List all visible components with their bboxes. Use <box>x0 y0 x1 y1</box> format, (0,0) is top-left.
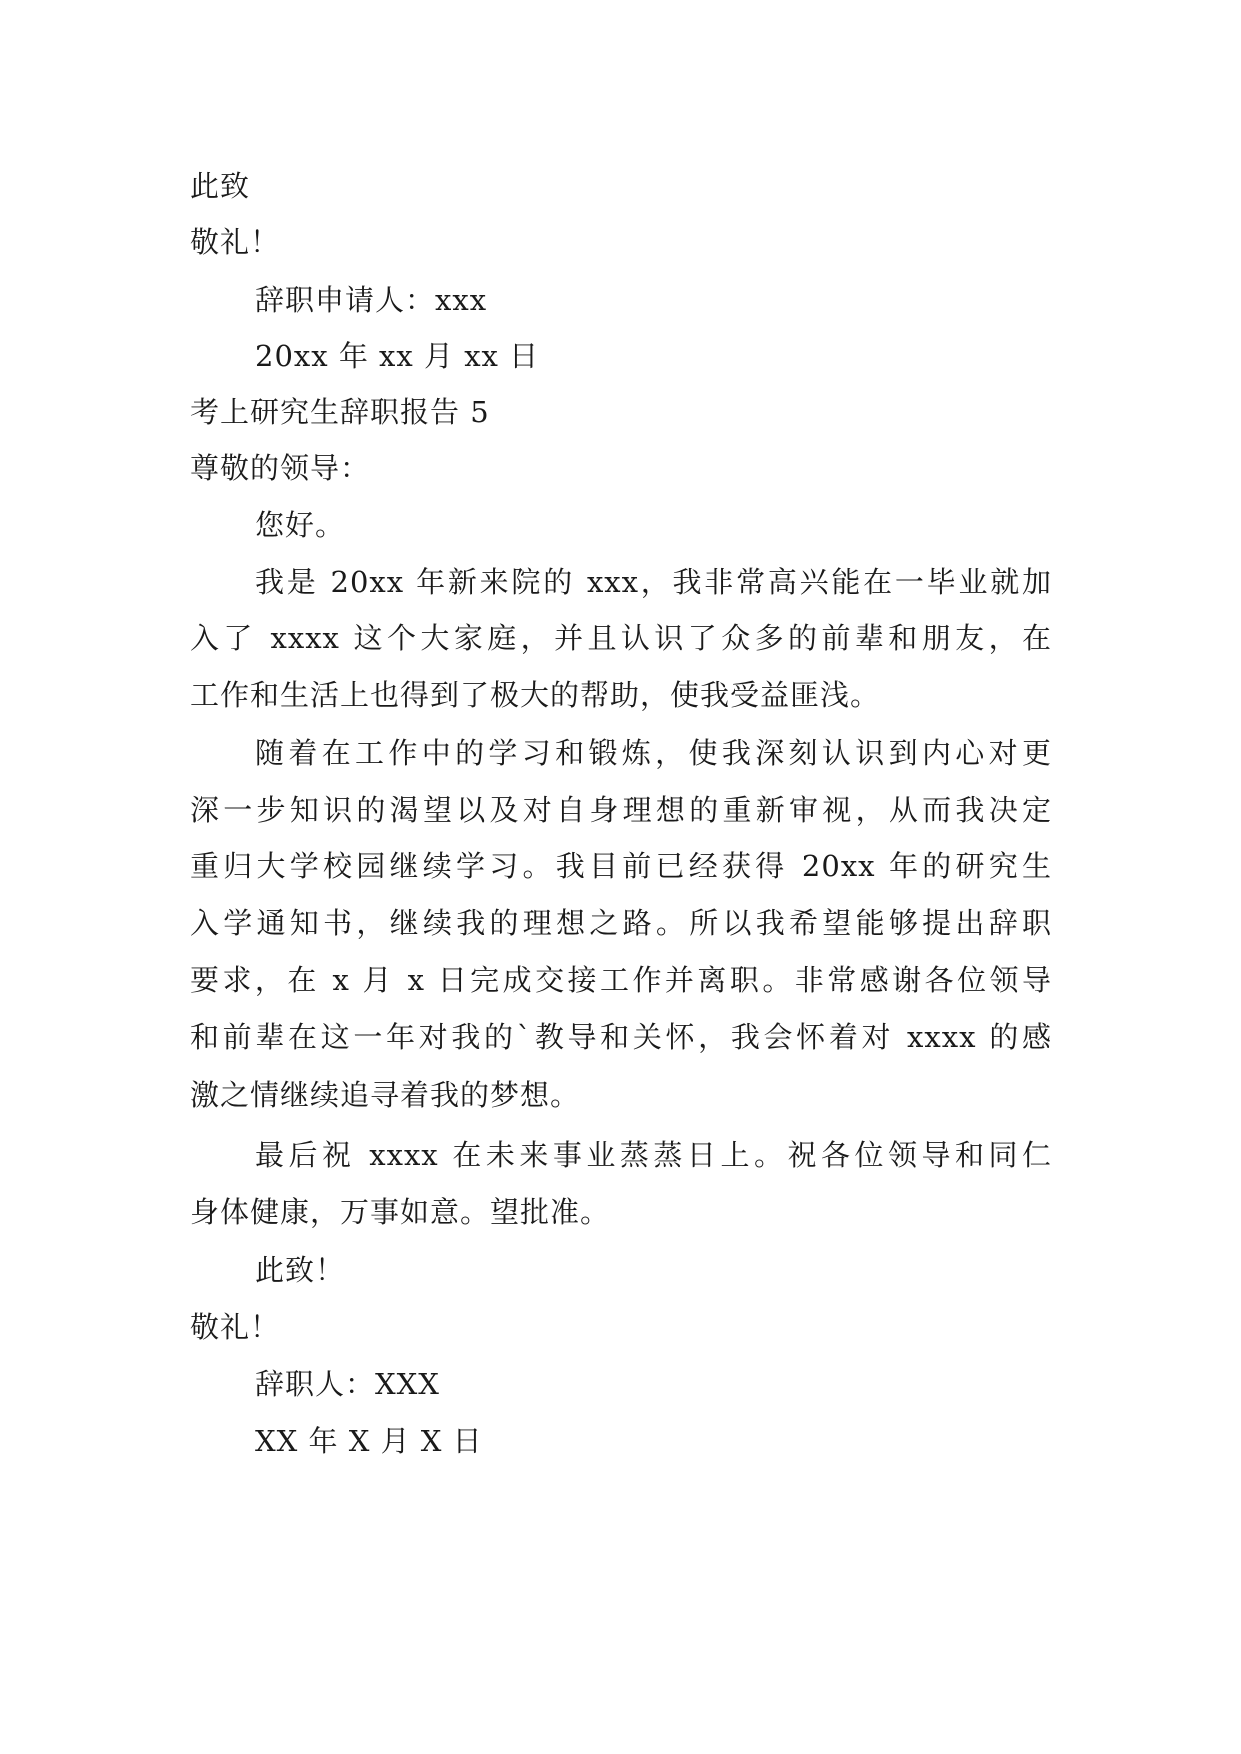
paragraph-2-line-6: 和前辈在这一年对我的`教导和关怀，我会怀着对 xxxx 的感 <box>190 1020 1052 1054</box>
paragraph-2-line-1: 随着在工作中的学习和锻炼，使我深刻认识到内心对更 <box>255 736 1052 770</box>
paragraph-1-line-1: 我是 20xx 年新来院的 xxx，我非常高兴能在一毕业就加 <box>255 565 1052 599</box>
paragraph-1-line-2: 入了 xxxx 这个大家庭，并且认识了众多的前辈和朋友，在 <box>190 621 1052 655</box>
paragraph-3-line-2: 身体健康，万事如意。望批准。 <box>190 1195 611 1229</box>
signature-resigner: 辞职人：XXX <box>255 1367 440 1401</box>
greeting-recipient: 尊敬的领导： <box>190 451 371 485</box>
closing-salutation: 此致 <box>190 169 251 203</box>
signature-date-2: XX 年 X 月 X 日 <box>255 1424 483 1458</box>
closing-salutation-2: 此致！ <box>255 1253 346 1287</box>
signature-applicant: 辞职申请人：xxx <box>255 283 488 317</box>
paragraph-3-line-1: 最后祝 xxxx 在未来事业蒸蒸日上。祝各位领导和同仁 <box>255 1138 1052 1172</box>
paragraph-1-line-3: 工作和生活上也得到了极大的帮助，使我受益匪浅。 <box>190 678 881 712</box>
signature-date: 20xx 年 xx 月 xx 日 <box>255 339 540 373</box>
paragraph-2-line-2: 深一步知识的渴望以及对自身理想的重新审视，从而我决定 <box>190 793 1052 827</box>
section-title: 考上研究生辞职报告 5 <box>190 395 490 429</box>
paragraph-2-line-3: 重归大学校园继续学习。我目前已经获得 20xx 年的研究生 <box>190 849 1052 883</box>
closing-regards-2: 敬礼！ <box>190 1310 281 1344</box>
paragraph-2-line-7: 激之情继续追寻着我的梦想。 <box>190 1078 581 1112</box>
greeting-hello: 您好。 <box>255 508 346 542</box>
paragraph-2-line-5: 要求，在 x 月 x 日完成交接工作并离职。非常感谢各位领导 <box>190 963 1052 997</box>
closing-regards: 敬礼！ <box>190 225 281 259</box>
paragraph-2-line-4: 入学通知书，继续我的理想之路。所以我希望能够提出辞职 <box>190 906 1052 940</box>
